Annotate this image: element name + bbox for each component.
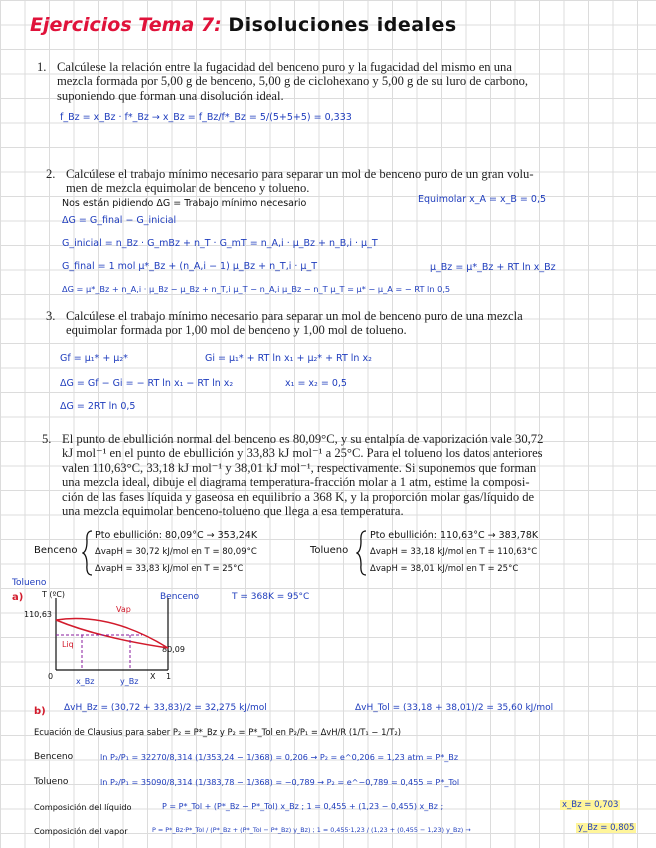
problem-1-line: suponiendo que forman una disolución ideal. <box>57 88 284 103</box>
vapor-curve <box>56 619 168 648</box>
tolueno-line: Pto ebullición: 110,63°C → 383,78K <box>370 530 539 541</box>
tolueno-calc-label: Tolueno <box>34 777 69 787</box>
problem-2-work-line: G_final = 1 mol μ*_Bz + (n_A,i − 1) μ_Bz + n_T,i · μ_T <box>62 261 318 272</box>
problem-2-statement <box>46 167 626 196</box>
benceno-label: Benceno <box>34 545 78 556</box>
problem-2-line: Calcúlese el trabajo mínimo necesario para separar un mol de benceno puro de un gran volu- <box>66 167 534 181</box>
problem-5-line: una mezcla ideal, dibuje el diagrama temperatura-fracción molar a 1 atm, estime la composi- <box>62 475 530 490</box>
problem-1-statement <box>37 60 637 103</box>
problem-3-work-line: ΔG = 2RT ln 0,5 <box>60 401 136 412</box>
tolueno-line: ΔvapH = 33,18 kJ/mol en T = 110,63°C <box>370 547 538 557</box>
diagram-y-bz: y_Bz <box>120 677 139 686</box>
diagram-liq-label: Liq <box>62 640 74 649</box>
diagram-x-axis-label: X <box>150 672 156 681</box>
diagram-part-a-label: a) <box>12 592 24 603</box>
liquid-composition-calc: P = P*_Tol + (P*_Bz − P*_Tol) x_Bz ; 1 = 0,455 + (1,23 − 0,455) x_Bz ; <box>162 802 444 811</box>
dh-tolueno: ΔvH_Tol = (33,18 + 38,01)/2 = 35,60 kJ/mol <box>355 703 554 713</box>
liquid-composition-result: x_Bz = 0,703 <box>562 800 619 810</box>
liquid-composition-label: Composición del líquido <box>34 802 132 812</box>
tolueno-calc: ln P₂/P₁ = 35090/8,314 (1/383,78 − 1/368) = −0,789 → P₂ = e^−0,789 = 0,455 = P*_Tol <box>100 777 460 787</box>
problem-3-statement <box>46 309 626 338</box>
dh-benceno: ΔvH_Bz = (30,72 + 33,83)/2 = 32,275 kJ/mol <box>64 703 267 713</box>
problem-2-work-line: ΔG = μ*_Bz + n_A,i · μ_Bz − μ_Bz + n_T,i μ_T − n_A,i μ_Bz − n_T μ_T = μ* − μ_A = − RT ln 0,5 <box>62 284 451 294</box>
problem-3-line: equimolar formada por 1,00 mol de benceno y 1,00 mol de tolueno. <box>66 323 407 338</box>
problem-5-statement <box>42 432 642 519</box>
problem-5-line: El punto de ebullición normal del benceno es 80,09°C, y su entalpía de vaporización vale 30,72 <box>62 432 544 446</box>
problem-1-line: Calcúlese la relación entre la fugacidad del benceno puro y la fugacidad del mismo en una <box>57 60 512 74</box>
title-part-2: Disoluciones ideales <box>228 14 457 36</box>
problem-1-line: mezcla formada por 5,00 g de benceno, 5,00 g de ciclohexano y 5,00 g de su luro de carbono, <box>57 74 529 89</box>
phase-diagram <box>40 598 220 678</box>
problem-5-line: ción de las fases líquida y gaseosa en equilibrio a 368 K, y la proporción molar gas/líquido de <box>62 489 535 504</box>
diagram-vap-label: Vap <box>116 605 131 614</box>
problem-3-work-line: ΔG = Gf − Gi = − RT ln x₁ − RT ln x₂ <box>60 378 234 389</box>
benceno-calc: ln P₂/P₁ = 32270/8,314 (1/353,24 − 1/368) = 0,206 → P₂ = e^0,206 = 1,23 atm = P*_Bz <box>100 752 459 762</box>
problem-2-number: 2. <box>46 167 56 181</box>
problem-2-side-formula: μ_Bz = μ*_Bz + RT ln x_Bz <box>430 262 556 273</box>
diagram-x-origin: 0 <box>48 672 54 681</box>
benceno-calc-label: Benceno <box>34 752 74 762</box>
benceno-brace <box>82 529 94 577</box>
problem-2-work-line: G_inicial = n_Bz · G_mBz + n_T · G_mT = n_A,i · μ_Bz + n_B,i · μ_T <box>62 238 378 249</box>
diagram-x-end: 1 <box>166 672 172 681</box>
tolueno-brace <box>356 529 368 577</box>
benceno-line: ΔvapH = 33,83 kJ/mol en T = 25°C <box>95 564 244 574</box>
problem-3-work-line: Gf = μ₁* + μ₂* <box>60 353 128 364</box>
problem-2-side-note: Equimolar x_A = x_B = 0,5 <box>418 194 547 205</box>
vapor-composition-label: Composición del vapor <box>34 826 128 836</box>
problem-5-number: 5. <box>42 432 52 446</box>
clausius-line: Ecuación de Clausius para saber P₂ = P*_Bz y P₂ = P*_Tol en P₂/P₁ = ΔvH/R (1/T₁ − 1/T₂) <box>34 727 401 737</box>
part-b-label: b) <box>34 706 46 717</box>
vapor-composition-result: y_Bz = 0,805 <box>578 823 635 833</box>
diagram-right-value: 80,09 <box>162 645 185 654</box>
problem-3-number: 3. <box>46 309 56 323</box>
liquid-curve <box>56 620 168 648</box>
diagram-benceno-label: Benceno <box>160 592 200 602</box>
benceno-line: ΔvapH = 30,72 kJ/mol en T = 80,09°C <box>95 547 257 557</box>
problem-2-line: men de mezcla equimolar de benceno y tolueno. <box>66 181 310 196</box>
diagram-x-bz: x_Bz <box>76 677 95 686</box>
diagram-y-unit: T (ºC) <box>42 590 66 599</box>
problem-2-work-line: Nos están pidiendo ΔG = Trabajo mínimo necesario <box>62 198 307 209</box>
title-part-1: Ejercicios Tema 7: <box>30 14 222 36</box>
problem-2-work-line: ΔG = G_final − G_inicial <box>62 215 177 226</box>
vapor-composition-calc: P = P*_Bz·P*_Tol / (P*_Bz + (P*_Tol − P*_Bz) y_Bz) ; 1 = 0,455·1,23 / (1,23 + (0,455 − 1,23) y_Bz) → <box>152 826 471 834</box>
problem-1-work: f_Bz = x_Bz · f*_Bz → x_Bz = f_Bz/f*_Bz = 5/(5+5+5) = 0,333 <box>60 112 352 123</box>
problem-3-line: Calcúlese el trabajo mínimo necesario para separar un mol de benceno puro de una mezcla <box>66 309 523 323</box>
problem-5-line: kJ mol⁻¹ en el punto de ebullición y 33,83 kJ mol⁻¹ a 25°C. Para el tolueno los datos anteriores <box>62 446 543 461</box>
tolueno-line: ΔvapH = 38,01 kJ/mol en T = 25°C <box>370 564 519 574</box>
problem-3-work-line: x₁ = x₂ = 0,5 <box>285 378 347 389</box>
problem-5-line: una mezcla equimolar benceno-tolueno que llega a esa temperatura. <box>62 504 404 519</box>
tolueno-label: Tolueno <box>310 545 349 556</box>
diagram-temp-note: T = 368K = 95°C <box>232 592 310 602</box>
diagram-tolueno-label: Tolueno <box>12 578 47 588</box>
diagram-y-top-value: 110,63 <box>24 610 52 619</box>
problem-5-line: valen 110,63°C, 33,18 kJ mol⁻¹ y 38,01 kJ mol⁻¹, respectivamente. Si suponemos que forman <box>62 460 537 475</box>
page-title <box>30 14 457 36</box>
problem-1-number: 1. <box>37 60 47 74</box>
problem-3-work-line: Gi = μ₁* + RT ln x₁ + μ₂* + RT ln x₂ <box>205 353 372 364</box>
benceno-line: Pto ebullición: 80,09°C → 353,24K <box>95 530 258 541</box>
